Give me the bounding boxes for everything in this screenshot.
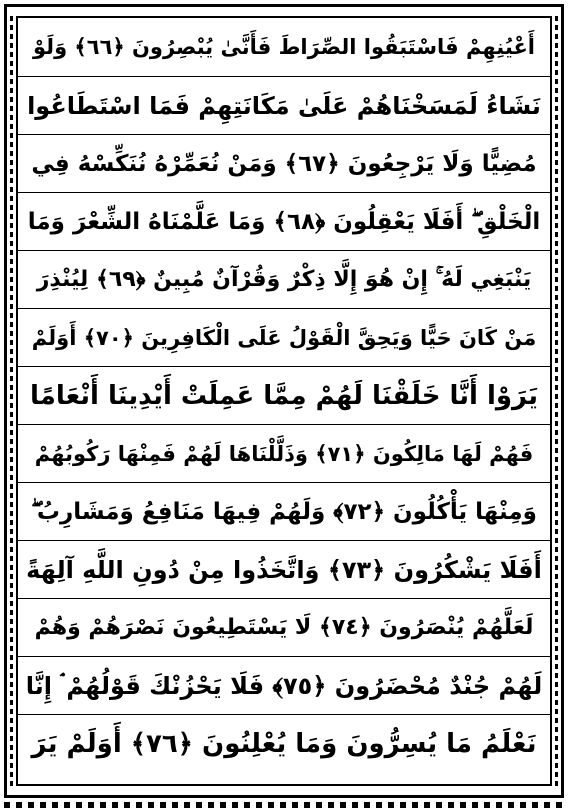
- text-line-12: لَهُمْ جُنْدٌ مُحْضَرُونَ ﴿٧٥﴾ فَلَا يَحْزُنْكَ قَوْلُهُمْ ۘ إِنَّا: [18, 656, 550, 714]
- text-line-4: الْخَلْقِ ۖ أَفَلَا يَعْقِلُونَ ﴿٦٨﴾ وَمَا عَلَّمْنَاهُ الشِّعْرَ وَمَا: [18, 192, 550, 250]
- text-line-10: أَفَلَا يَشْكُرُونَ ﴿٧٣﴾ وَاتَّخَذُوا مِنْ دُونِ اللَّهِ آلِهَةً: [18, 540, 550, 598]
- text-line-11: لَعَلَّهُمْ يُنْصَرُونَ ﴿٧٤﴾ لَا يَسْتَطِيعُونَ نَصْرَهُمْ وَهُمْ: [18, 598, 550, 656]
- text-line-7: يَرَوْا أَنَّا خَلَقْنَا لَهُمْ مِمَّا عَمِلَتْ أَيْدِينَا أَنْعَامًا: [18, 366, 550, 424]
- page-frame: [4, 4, 564, 798]
- text-line-8: فَهُمْ لَهَا مَالِكُونَ ﴿٧١﴾ وَذَلَّلْنَاهَا لَهُمْ فَمِنْهَا رَكُوبُهُمْ: [18, 424, 550, 482]
- right-border-ornament: [555, 16, 558, 786]
- text-line-1: أَعْيُنِهِمْ فَاسْتَبَقُوا الصِّرَاطَ فَأَنَّىٰ يُبْصِرُونَ ﴿٦٦﴾ وَلَوْ: [33, 35, 535, 59]
- text-line-5: يَنْبَغِي لَهُ ۚ إِنْ هُوَ إِلَّا ذِكْرٌ وَقُرْآنٌ مُبِينٌ ﴿٦٩﴾ لِيُنْذِرَ: [18, 250, 550, 308]
- text-line-6: مَنْ كَانَ حَيًّا وَيَحِقَّ الْقَوْلُ عَلَى الْكَافِرِينَ ﴿٧٠﴾ أَوَلَمْ: [18, 308, 550, 366]
- text-line-9: وَمِنْهَا يَأْكُلُونَ ﴿٧٢﴾ وَلَهُمْ فِيهَا مَنَافِعُ وَمَشَارِبُ ۖ: [18, 482, 550, 540]
- left-border-ornament: [10, 16, 13, 786]
- bottom-border-ornament: [4, 802, 568, 808]
- text-line-3: مُضِيًّا وَلَا يَرْجِعُونَ ﴿٦٧﴾ وَمَنْ نُعَمِّرْهُ نُنَكِّسْهُ فِي: [18, 134, 550, 192]
- text-line-2: نَشَاءُ لَمَسَخْنَاهُمْ عَلَىٰ مَكَانَتِهِمْ فَمَا اسْتَطَاعُوا: [18, 76, 550, 134]
- text-lines: [18, 18, 550, 784]
- text-line-13: نَعْلَمُ مَا يُسِرُّونَ وَمَا يُعْلِنُونَ ﴿٧٦﴾ أَوَلَمْ يَرَ: [18, 714, 550, 772]
- text-area: [16, 16, 552, 786]
